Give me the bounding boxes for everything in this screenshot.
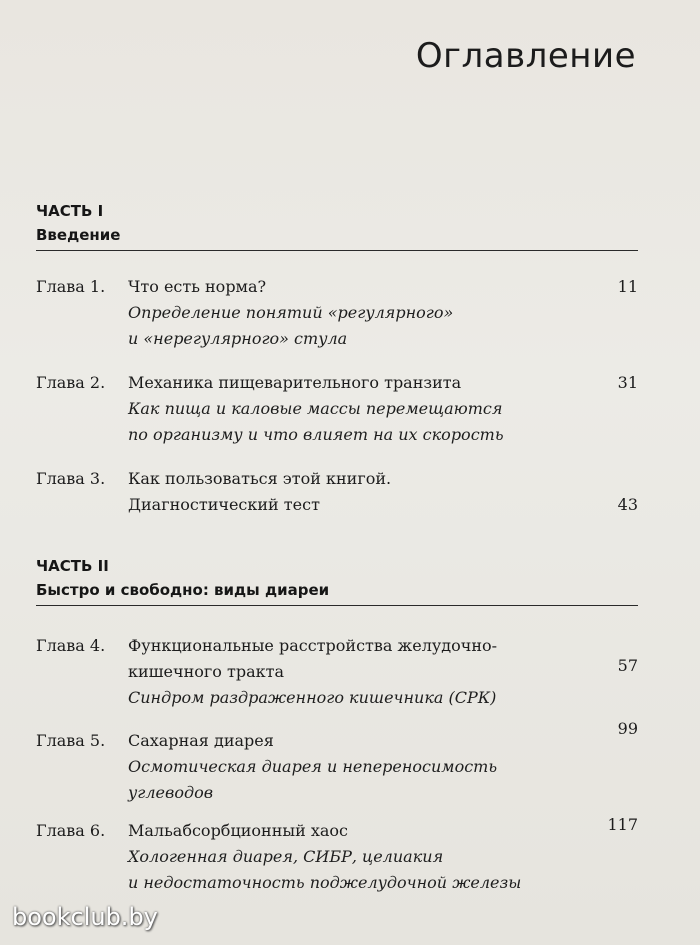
chapter-title: Механика пищеварительного транзита xyxy=(128,373,462,392)
chapter-number: Глава 6. xyxy=(36,821,106,840)
part-header-1 xyxy=(36,200,638,251)
chapter-title: Мальабсорбционный хаос xyxy=(128,821,348,840)
chapter-number: Глава 5. xyxy=(36,731,106,750)
toc-entry-chapter-1[interactable] xyxy=(36,274,638,352)
watermark-text: bookclub.by xyxy=(12,903,158,931)
chapter-title: Что есть норма? xyxy=(128,277,267,296)
chapter-title: кишечного тракта xyxy=(128,662,285,681)
chapter-subtitle: и недостаточность поджелудочной железы xyxy=(128,873,522,892)
part-label: ЧАСТЬ I xyxy=(36,202,104,220)
chapter-number: Глава 3. xyxy=(36,469,106,488)
page-number: 99 xyxy=(617,719,638,738)
toc-entry-chapter-6[interactable] xyxy=(36,815,638,896)
chapter-title: Диагностический тест xyxy=(128,495,320,514)
chapter-subtitle: Осмотическая диарея и непереносимость xyxy=(128,757,498,776)
part-label: ЧАСТЬ II xyxy=(36,557,109,575)
chapter-subtitle: по организму и что влияет на их скорость xyxy=(128,425,504,444)
chapter-title: Как пользоваться этой книгой. xyxy=(128,469,392,488)
chapter-title: Функциональные расстройства желудочно- xyxy=(128,636,498,655)
toc-entry-chapter-3[interactable] xyxy=(36,466,638,518)
chapter-title: Сахарная диарея xyxy=(128,731,274,750)
part-title: Введение xyxy=(36,222,638,251)
page-number: 57 xyxy=(617,656,638,675)
chapter-subtitle: и «нерегулярного» стула xyxy=(128,329,348,348)
toc-entry-chapter-4[interactable] xyxy=(36,633,638,711)
chapter-subtitle: Хологенная диарея, СИБР, целиакия xyxy=(128,847,444,866)
page-title: Оглавление xyxy=(415,36,636,76)
chapter-number: Глава 4. xyxy=(36,636,106,655)
page-number: 117 xyxy=(607,815,638,834)
chapter-subtitle: Синдром раздраженного кишечника (СРК) xyxy=(128,688,497,707)
page-number: 31 xyxy=(617,373,638,392)
chapter-subtitle: Определение понятий «регулярного» xyxy=(128,303,454,322)
chapter-number: Глава 2. xyxy=(36,373,106,392)
chapter-subtitle: углеводов xyxy=(128,783,214,802)
page-number: 11 xyxy=(617,277,638,296)
chapter-subtitle: Как пища и каловые массы перемещаются xyxy=(128,399,503,418)
part-header-2 xyxy=(36,555,638,606)
toc-entry-chapter-5[interactable] xyxy=(36,719,638,806)
toc-entry-chapter-2[interactable] xyxy=(36,370,638,448)
page-number: 43 xyxy=(617,495,638,514)
part-title: Быстро и свободно: виды диареи xyxy=(36,577,638,606)
chapter-number: Глава 1. xyxy=(36,277,106,296)
